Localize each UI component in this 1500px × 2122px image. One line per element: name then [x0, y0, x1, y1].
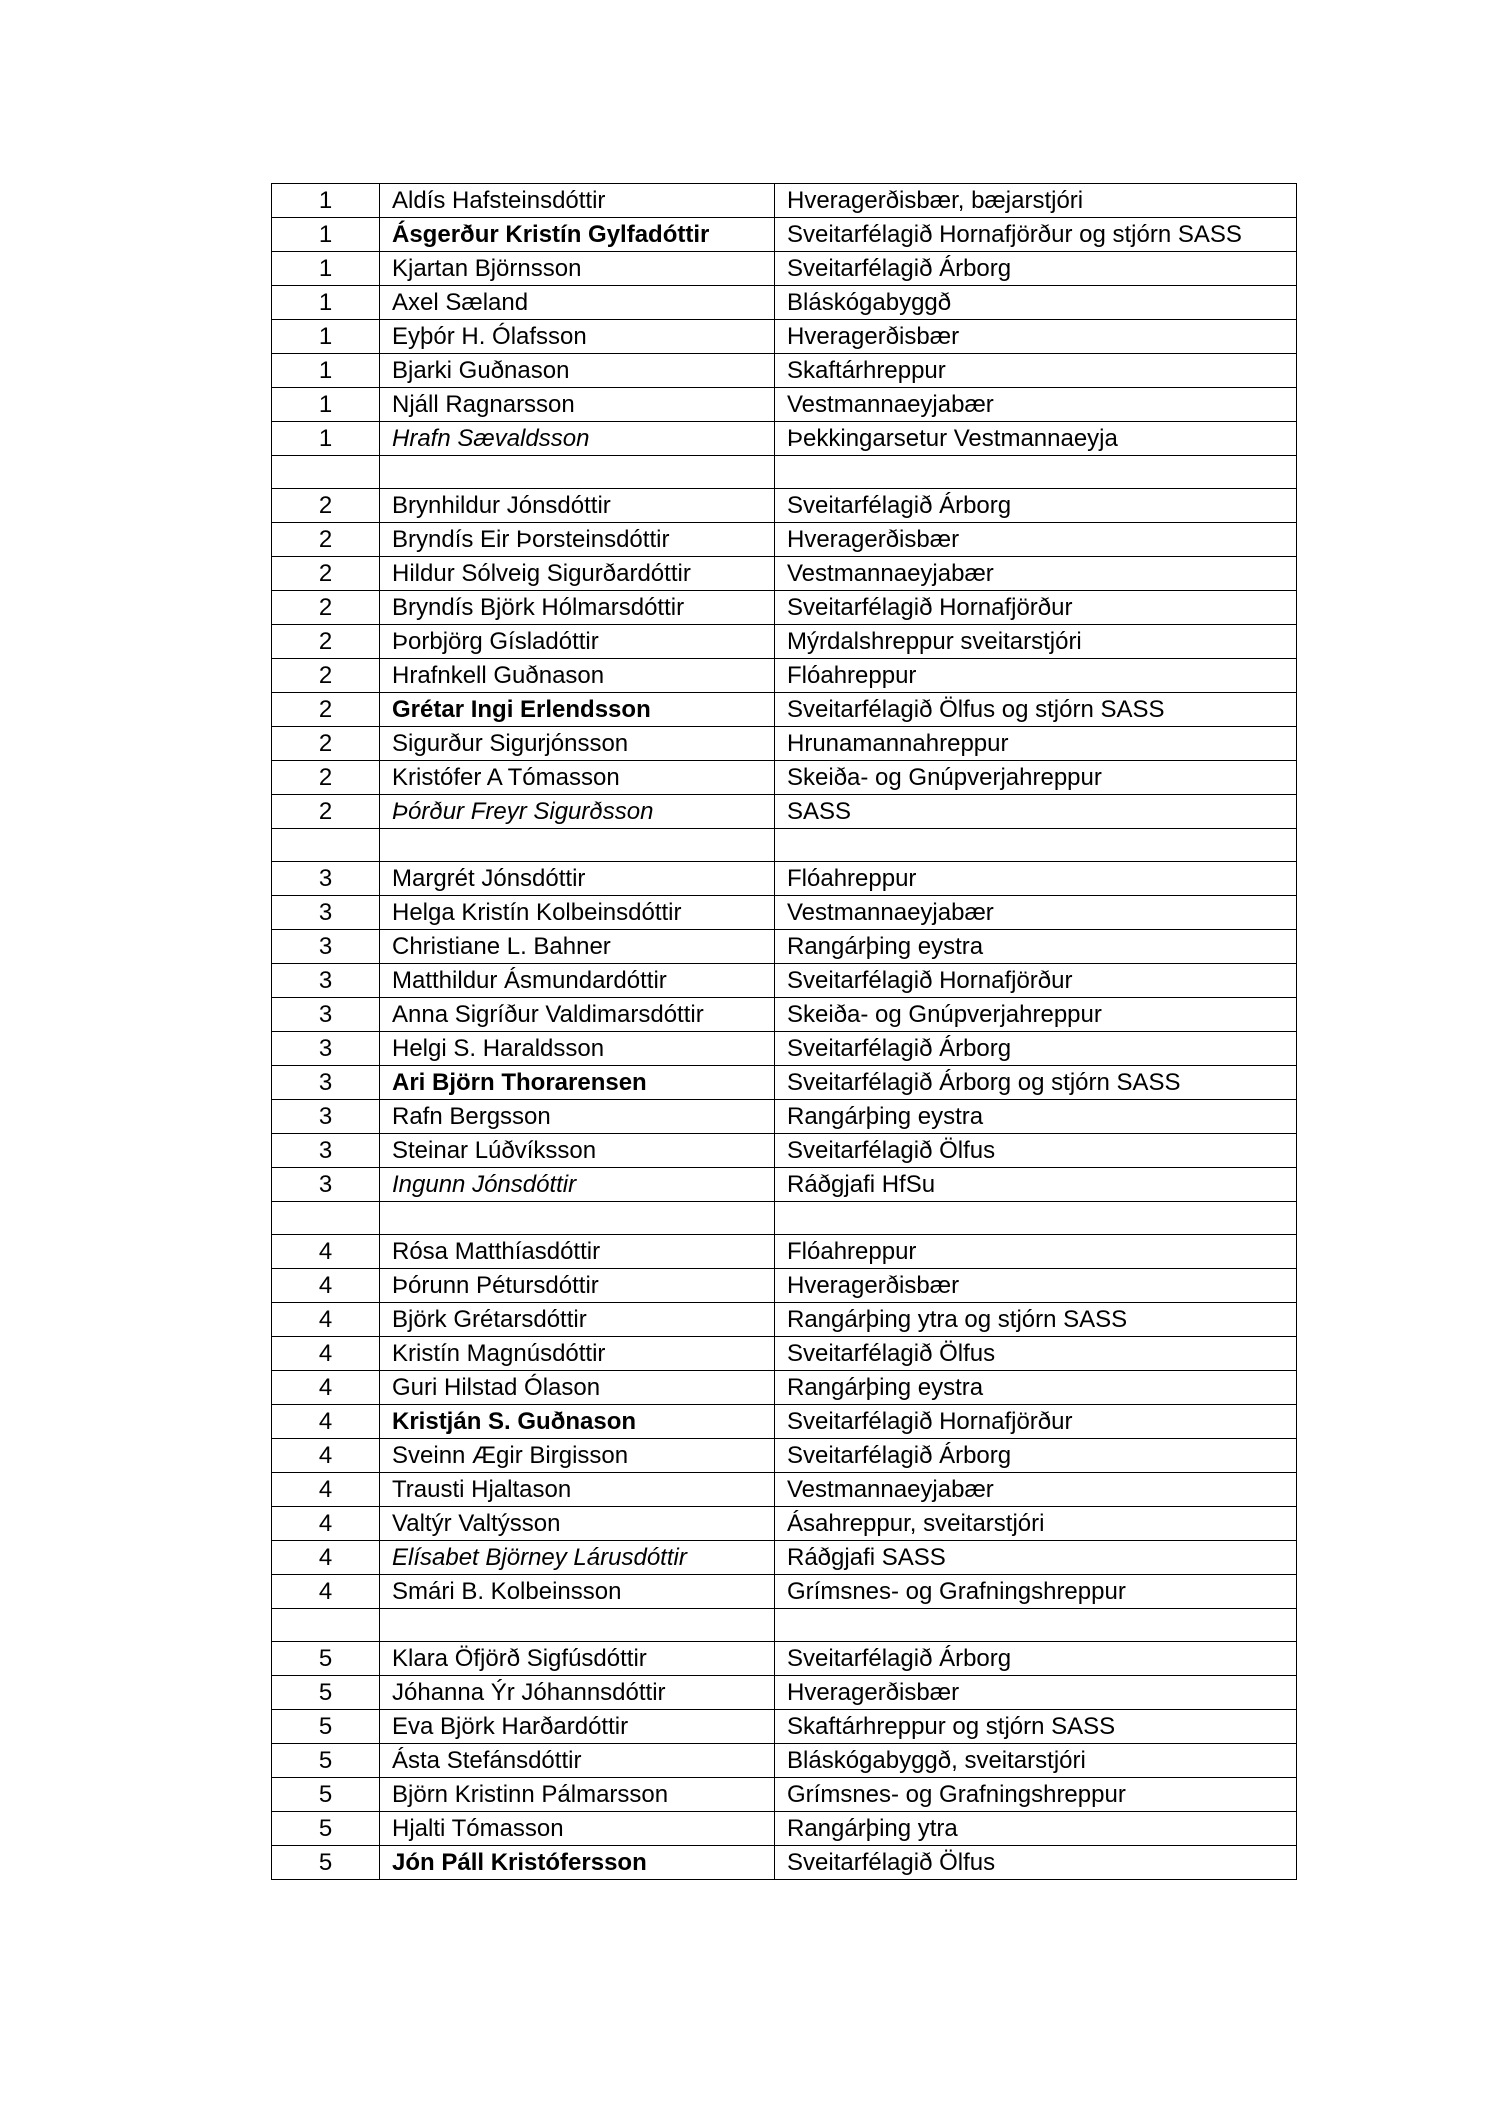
table-row [272, 184, 1297, 218]
spacer-row [272, 456, 1297, 489]
table-row [272, 1575, 1297, 1609]
member-name-cell: Helgi S. Haraldsson [380, 1032, 775, 1066]
organization-cell: Bláskógabyggð, sveitarstjóri [775, 1744, 1297, 1778]
organization-cell: Hrunamannahreppur [775, 727, 1297, 761]
member-name-cell: Ari Björn Thorarensen [380, 1066, 775, 1100]
organization-cell: Rangárþing ytra og stjórn SASS [775, 1303, 1297, 1337]
organization-cell: SASS [775, 795, 1297, 829]
spacer-row [272, 1609, 1297, 1642]
group-number-cell: 1 [272, 252, 380, 286]
organization-cell: Sveitarfélagið Árborg og stjórn SASS [775, 1066, 1297, 1100]
group-number-cell: 4 [272, 1473, 380, 1507]
member-name-cell: Rafn Bergsson [380, 1100, 775, 1134]
table-row [272, 286, 1297, 320]
organization-cell: Rangárþing eystra [775, 930, 1297, 964]
table-row [272, 354, 1297, 388]
organization-cell: Rangárþing eystra [775, 1371, 1297, 1405]
member-table [271, 183, 1297, 1880]
organization-cell [775, 456, 1297, 489]
member-name-cell: Sigurður Sigurjónsson [380, 727, 775, 761]
table-row [272, 489, 1297, 523]
member-name-cell: Eyþór H. Ólafsson [380, 320, 775, 354]
table-row [272, 1032, 1297, 1066]
group-number-cell: 4 [272, 1439, 380, 1473]
member-name-cell: Guri Hilstad Ólason [380, 1371, 775, 1405]
organization-cell: Skeiða- og Gnúpverjahreppur [775, 761, 1297, 795]
table-row [272, 1710, 1297, 1744]
group-number-cell: 2 [272, 761, 380, 795]
member-name-cell: Axel Sæland [380, 286, 775, 320]
member-name-cell: Kristján S. Guðnason [380, 1405, 775, 1439]
member-name-cell: Jóhanna Ýr Jóhannsdóttir [380, 1676, 775, 1710]
member-name-cell: Grétar Ingi Erlendsson [380, 693, 775, 727]
member-name-cell: Kjartan Björnsson [380, 252, 775, 286]
organization-cell [775, 1202, 1297, 1235]
member-name-cell: Matthildur Ásmundardóttir [380, 964, 775, 998]
group-number-cell: 5 [272, 1642, 380, 1676]
member-name-cell: Aldís Hafsteinsdóttir [380, 184, 775, 218]
table-row [272, 320, 1297, 354]
table-row [272, 1066, 1297, 1100]
document-page [271, 183, 1296, 1880]
member-name-cell: Björk Grétarsdóttir [380, 1303, 775, 1337]
group-number-cell: 3 [272, 896, 380, 930]
organization-cell: Ásahreppur, sveitarstjóri [775, 1507, 1297, 1541]
table-row [272, 1676, 1297, 1710]
table-row [272, 1473, 1297, 1507]
organization-cell: Rangárþing ytra [775, 1812, 1297, 1846]
organization-cell: Sveitarfélagið Árborg [775, 1032, 1297, 1066]
group-number-cell: 4 [272, 1269, 380, 1303]
organization-cell: Hveragerðisbær [775, 1676, 1297, 1710]
organization-cell: Ráðgjafi HfSu [775, 1168, 1297, 1202]
table-row [272, 1337, 1297, 1371]
group-number-cell: 3 [272, 1100, 380, 1134]
table-row [272, 557, 1297, 591]
group-number-cell: 2 [272, 557, 380, 591]
table-row [272, 422, 1297, 456]
organization-cell: Hveragerðisbær [775, 320, 1297, 354]
group-number-cell: 2 [272, 625, 380, 659]
table-row [272, 625, 1297, 659]
group-number-cell: 2 [272, 591, 380, 625]
organization-cell: Sveitarfélagið Ölfus [775, 1846, 1297, 1880]
group-number-cell: 1 [272, 218, 380, 252]
member-name-cell: Trausti Hjaltason [380, 1473, 775, 1507]
member-name-cell: Bjarki Guðnason [380, 354, 775, 388]
member-name-cell: Brynhildur Jónsdóttir [380, 489, 775, 523]
member-name-cell: Ásgerður Kristín Gylfadóttir [380, 218, 775, 252]
group-number-cell: 3 [272, 1032, 380, 1066]
member-name-cell: Valtýr Valtýsson [380, 1507, 775, 1541]
member-name-cell: Hildur Sólveig Sigurðardóttir [380, 557, 775, 591]
organization-cell: Skaftárhreppur [775, 354, 1297, 388]
table-row [272, 1303, 1297, 1337]
table-row [272, 1846, 1297, 1880]
spacer-row [272, 829, 1297, 862]
organization-cell: Sveitarfélagið Hornafjörður [775, 591, 1297, 625]
member-name-cell: Eva Björk Harðardóttir [380, 1710, 775, 1744]
member-name-cell: Smári B. Kolbeinsson [380, 1575, 775, 1609]
table-row [272, 795, 1297, 829]
member-name-cell: Hrafn Sævaldsson [380, 422, 775, 456]
table-row [272, 1439, 1297, 1473]
table-row [272, 388, 1297, 422]
member-name-cell [380, 829, 775, 862]
member-name-cell: Kristín Magnúsdóttir [380, 1337, 775, 1371]
table-row [272, 727, 1297, 761]
organization-cell: Hveragerðisbær [775, 523, 1297, 557]
member-name-cell: Jón Páll Kristófersson [380, 1846, 775, 1880]
organization-cell: Ráðgjafi SASS [775, 1541, 1297, 1575]
member-name-cell: Helga Kristín Kolbeinsdóttir [380, 896, 775, 930]
member-name-cell: Steinar Lúðvíksson [380, 1134, 775, 1168]
group-number-cell [272, 829, 380, 862]
table-row [272, 1405, 1297, 1439]
group-number-cell: 1 [272, 388, 380, 422]
organization-cell: Rangárþing eystra [775, 1100, 1297, 1134]
table-row [272, 1642, 1297, 1676]
organization-cell: Sveitarfélagið Hornafjörður og stjórn SASS [775, 218, 1297, 252]
group-number-cell [272, 1202, 380, 1235]
group-number-cell: 2 [272, 795, 380, 829]
table-row [272, 659, 1297, 693]
member-name-cell: Njáll Ragnarsson [380, 388, 775, 422]
group-number-cell: 4 [272, 1235, 380, 1269]
member-name-cell: Sveinn Ægir Birgisson [380, 1439, 775, 1473]
organization-cell: Sveitarfélagið Ölfus [775, 1337, 1297, 1371]
organization-cell: Flóahreppur [775, 862, 1297, 896]
group-number-cell: 1 [272, 184, 380, 218]
group-number-cell: 5 [272, 1676, 380, 1710]
organization-cell: Sveitarfélagið Ölfus [775, 1134, 1297, 1168]
group-number-cell: 3 [272, 1168, 380, 1202]
organization-cell: Sveitarfélagið Árborg [775, 489, 1297, 523]
member-name-cell: Ingunn Jónsdóttir [380, 1168, 775, 1202]
member-name-cell: Bryndís Eir Þorsteinsdóttir [380, 523, 775, 557]
member-name-cell: Christiane L. Bahner [380, 930, 775, 964]
group-number-cell: 3 [272, 1134, 380, 1168]
organization-cell: Hveragerðisbær, bæjarstjóri [775, 184, 1297, 218]
group-number-cell: 5 [272, 1812, 380, 1846]
group-number-cell: 4 [272, 1371, 380, 1405]
group-number-cell: 2 [272, 693, 380, 727]
table-row [272, 998, 1297, 1032]
member-name-cell: Elísabet Björney Lárusdóttir [380, 1541, 775, 1575]
organization-cell: Skeiða- og Gnúpverjahreppur [775, 998, 1297, 1032]
organization-cell: Sveitarfélagið Hornafjörður [775, 1405, 1297, 1439]
group-number-cell [272, 456, 380, 489]
spacer-row [272, 1202, 1297, 1235]
member-name-cell: Ásta Stefánsdóttir [380, 1744, 775, 1778]
group-number-cell: 2 [272, 659, 380, 693]
organization-cell: Vestmannaeyjabær [775, 896, 1297, 930]
table-row [272, 218, 1297, 252]
organization-cell: Vestmannaeyjabær [775, 557, 1297, 591]
organization-cell: Þekkingarsetur Vestmannaeyja [775, 422, 1297, 456]
table-row [272, 1812, 1297, 1846]
table-row [272, 591, 1297, 625]
group-number-cell: 5 [272, 1744, 380, 1778]
table-row [272, 862, 1297, 896]
organization-cell: Sveitarfélagið Árborg [775, 252, 1297, 286]
table-row [272, 761, 1297, 795]
group-number-cell: 1 [272, 422, 380, 456]
table-row [272, 523, 1297, 557]
table-row [272, 693, 1297, 727]
group-number-cell: 3 [272, 930, 380, 964]
group-number-cell: 3 [272, 862, 380, 896]
group-number-cell: 5 [272, 1778, 380, 1812]
table-row [272, 930, 1297, 964]
table-row [272, 896, 1297, 930]
table-row [272, 1235, 1297, 1269]
table-row [272, 1541, 1297, 1575]
organization-cell: Sveitarfélagið Ölfus og stjórn SASS [775, 693, 1297, 727]
group-number-cell: 4 [272, 1405, 380, 1439]
organization-cell: Hveragerðisbær [775, 1269, 1297, 1303]
group-number-cell: 3 [272, 1066, 380, 1100]
member-name-cell [380, 1609, 775, 1642]
organization-cell: Sveitarfélagið Árborg [775, 1642, 1297, 1676]
member-name-cell: Hrafnkell Guðnason [380, 659, 775, 693]
group-number-cell: 2 [272, 523, 380, 557]
table-row [272, 1100, 1297, 1134]
member-name-cell: Björn Kristinn Pálmarsson [380, 1778, 775, 1812]
group-number-cell: 5 [272, 1846, 380, 1880]
member-name-cell: Anna Sigríður Valdimarsdóttir [380, 998, 775, 1032]
table-row [272, 964, 1297, 998]
member-name-cell: Kristófer A Tómasson [380, 761, 775, 795]
group-number-cell: 3 [272, 964, 380, 998]
member-name-cell: Margrét Jónsdóttir [380, 862, 775, 896]
member-name-cell [380, 456, 775, 489]
member-table-body [272, 184, 1297, 1880]
organization-cell: Bláskógabyggð [775, 286, 1297, 320]
group-number-cell: 5 [272, 1710, 380, 1744]
organization-cell: Flóahreppur [775, 659, 1297, 693]
group-number-cell: 4 [272, 1303, 380, 1337]
group-number-cell: 4 [272, 1337, 380, 1371]
group-number-cell: 1 [272, 286, 380, 320]
table-row [272, 1744, 1297, 1778]
organization-cell: Grímsnes- og Grafningshreppur [775, 1778, 1297, 1812]
group-number-cell: 4 [272, 1507, 380, 1541]
organization-cell: Vestmannaeyjabær [775, 388, 1297, 422]
organization-cell: Vestmannaeyjabær [775, 1473, 1297, 1507]
group-number-cell: 4 [272, 1575, 380, 1609]
group-number-cell: 3 [272, 998, 380, 1032]
organization-cell [775, 1609, 1297, 1642]
table-row [272, 1778, 1297, 1812]
table-row [272, 1507, 1297, 1541]
group-number-cell: 2 [272, 489, 380, 523]
organization-cell: Skaftárhreppur og stjórn SASS [775, 1710, 1297, 1744]
table-row [272, 1269, 1297, 1303]
member-name-cell [380, 1202, 775, 1235]
group-number-cell: 1 [272, 320, 380, 354]
member-name-cell: Þórunn Pétursdóttir [380, 1269, 775, 1303]
member-name-cell: Bryndís Björk Hólmarsdóttir [380, 591, 775, 625]
member-name-cell: Hjalti Tómasson [380, 1812, 775, 1846]
table-row [272, 1168, 1297, 1202]
organization-cell: Mýrdalshreppur sveitarstjóri [775, 625, 1297, 659]
organization-cell: Grímsnes- og Grafningshreppur [775, 1575, 1297, 1609]
table-row [272, 1134, 1297, 1168]
group-number-cell: 2 [272, 727, 380, 761]
organization-cell [775, 829, 1297, 862]
group-number-cell: 4 [272, 1541, 380, 1575]
table-row [272, 1371, 1297, 1405]
member-name-cell: Rósa Matthíasdóttir [380, 1235, 775, 1269]
member-name-cell: Þorbjörg Gísladóttir [380, 625, 775, 659]
group-number-cell: 1 [272, 354, 380, 388]
organization-cell: Sveitarfélagið Hornafjörður [775, 964, 1297, 998]
organization-cell: Flóahreppur [775, 1235, 1297, 1269]
member-name-cell: Þórður Freyr Sigurðsson [380, 795, 775, 829]
group-number-cell [272, 1609, 380, 1642]
organization-cell: Sveitarfélagið Árborg [775, 1439, 1297, 1473]
table-row [272, 252, 1297, 286]
member-name-cell: Klara Öfjörð Sigfúsdóttir [380, 1642, 775, 1676]
